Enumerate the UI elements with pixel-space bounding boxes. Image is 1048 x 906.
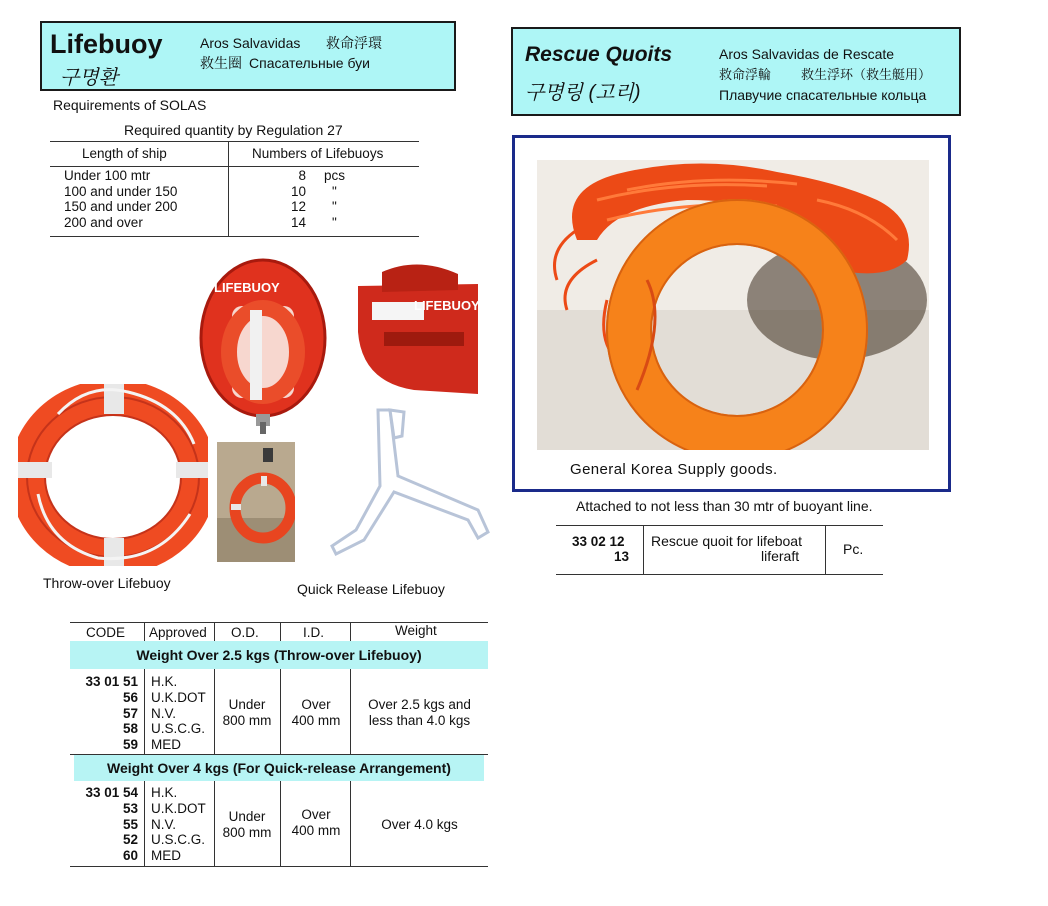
spec-hdr-div-3 xyxy=(280,622,281,641)
quick-release-caption: Quick Release Lifebuoy xyxy=(297,581,445,597)
lifebuoy-sub-chinese: 救命浮環 xyxy=(326,35,382,51)
rescue-photo-caption: General Korea Supply goods. xyxy=(570,461,778,478)
spec-s2-div-3 xyxy=(280,781,281,866)
code-330154: 33 01 54 xyxy=(85,785,138,800)
spec-s2-div-2 xyxy=(214,781,215,866)
code-52: 52 xyxy=(122,832,138,848)
spec-header-id: I.D. xyxy=(303,625,325,640)
rescue-top-rule xyxy=(556,525,883,526)
solas-row xyxy=(64,168,177,230)
spec-section-1-weight xyxy=(351,697,488,728)
lifebuoy-title-korean: 구명환 xyxy=(60,67,118,89)
spec-header-od: O.D. xyxy=(231,625,259,640)
rescue-code-1: 33 02 12 xyxy=(572,534,625,549)
spec-section-1-codes xyxy=(70,674,138,753)
code-56: 56 xyxy=(122,689,138,705)
od-under: Under xyxy=(228,697,266,712)
rescue-sub-chinese-b: 救生浮环（救生艇用） xyxy=(801,67,932,82)
approval-nv-2: N.V. xyxy=(151,816,177,832)
solas-bottom-rule xyxy=(50,236,419,237)
approval-hk: H.K. xyxy=(151,674,178,689)
lifebuoy-title: Lifebuoy xyxy=(50,29,163,59)
spec-section-2-od xyxy=(214,809,280,840)
approval-uscg: U.S.C.G. xyxy=(151,721,206,737)
solas-length-2: 100 and under 150 xyxy=(64,183,178,199)
solas-number-column xyxy=(270,168,306,230)
solas-length-1: Under 100 mtr xyxy=(64,168,151,183)
code-58: 58 xyxy=(122,721,138,737)
solas-num-4: 14 xyxy=(290,214,306,230)
spec-section-1-banner xyxy=(70,641,488,669)
approval-nv: N.V. xyxy=(151,705,177,721)
weight-line-1: Over 2.5 kgs and xyxy=(368,697,471,712)
rescue-desc-1: Rescue quoit for lifeboat xyxy=(651,533,802,549)
rescue-code-2: 13 xyxy=(614,549,630,564)
lifebuoy-bracket-image xyxy=(354,262,484,398)
code-60: 60 xyxy=(122,848,138,864)
rescue-sub-russian: Плавучие спасательные кольца xyxy=(719,87,927,103)
code-59: 59 xyxy=(122,737,138,753)
spec-header-weight: Weight xyxy=(395,623,437,638)
rescue-note: Attached to not less than 30 mtr of buoyant line. xyxy=(576,498,873,514)
solas-top-rule xyxy=(50,141,419,142)
solas-col-number: Numbers of Lifebuoys xyxy=(252,146,384,161)
spec-hdr-div-2 xyxy=(214,622,215,641)
spec-section-1-id xyxy=(281,697,351,728)
solas-num-3: 12 xyxy=(290,199,306,214)
rescue-header xyxy=(511,27,961,116)
id-400: 400 mm xyxy=(291,712,341,728)
spec-s2-div-1 xyxy=(144,781,145,866)
spec-hdr-div-4 xyxy=(350,622,351,641)
solas-num-2: 10 xyxy=(290,183,306,199)
solas-col-divider xyxy=(228,141,229,236)
rescue-title-korean: 구명링 (고리) xyxy=(525,82,641,104)
spec-s1-div-1 xyxy=(144,669,145,755)
spec-section-1-approvals xyxy=(151,674,206,753)
spec-section-2-weight xyxy=(351,817,488,833)
mounted-lifebuoy-image xyxy=(217,442,295,562)
id-over-2: Over xyxy=(301,807,331,822)
weight-line-2: less than 4.0 kgs xyxy=(368,712,471,728)
rescue-sub-chinese-a: 救命浮輪 xyxy=(719,67,772,82)
spec-hdr-div-1 xyxy=(144,622,145,641)
rescue-photo-frame xyxy=(512,135,951,492)
approval-med-2: MED xyxy=(151,848,181,864)
code-57: 57 xyxy=(122,705,138,721)
spec-section-2-approvals xyxy=(151,785,206,864)
rescue-sub-spanish: Aros Salvavidas de Rescate xyxy=(719,46,895,62)
throw-over-lifebuoy-image xyxy=(18,384,208,566)
code-330151: 33 01 51 xyxy=(85,674,138,689)
solas-heading: Requirements of SOLAS xyxy=(53,97,207,113)
solas-num-1: 8 xyxy=(298,168,306,183)
spec-section-1-od xyxy=(214,697,280,728)
solas-length-3: 150 and under 200 xyxy=(64,199,178,214)
solas-col-length: Length of ship xyxy=(82,146,167,161)
approval-hk-2: H.K. xyxy=(151,785,178,800)
approval-med: MED xyxy=(151,737,181,753)
code-55: 55 xyxy=(122,816,138,832)
rescue-title: Rescue Quoits xyxy=(525,43,673,66)
throw-over-caption: Throw-over Lifebuoy xyxy=(43,575,171,591)
code-53: 53 xyxy=(122,800,138,816)
quick-release-bracket-image xyxy=(328,406,490,558)
lifebuoy-sub-russian: Спасательные буи xyxy=(249,55,370,71)
solas-unit-2: " xyxy=(332,183,337,199)
approval-ukdot-2: U.K.DOT xyxy=(151,800,206,816)
spec-section-2-codes xyxy=(70,785,138,864)
spec-bottom-rule xyxy=(70,866,488,867)
spec-s1-div-3 xyxy=(280,669,281,755)
rescue-div-2 xyxy=(825,525,826,574)
spec-s1-div-2 xyxy=(214,669,215,755)
solas-unit-1: pcs xyxy=(324,168,346,183)
approval-ukdot: U.K.DOT xyxy=(151,689,206,705)
solas-unit-3: " xyxy=(332,199,337,214)
solas-unit-column xyxy=(324,168,345,230)
box-lifebuoy-label: LIFEBUOY xyxy=(214,280,280,295)
rescue-unit: Pc. xyxy=(843,541,864,557)
approval-uscg-2: U.S.C.G. xyxy=(151,832,206,848)
spec-header-approved: Approved xyxy=(149,625,207,640)
rescue-div-1 xyxy=(643,525,644,574)
solas-header-rule xyxy=(50,166,419,167)
rescue-bottom-rule xyxy=(556,574,883,575)
solas-length-4: 200 and over xyxy=(64,214,143,230)
lifebuoy-header xyxy=(40,21,456,91)
lifebuoy-sub-chinese-2: 救生圈 xyxy=(200,55,242,71)
spec-s2-div-4 xyxy=(350,781,351,866)
spec-section-2-banner xyxy=(74,755,484,781)
id-over: Over xyxy=(301,697,331,712)
bracket-lifebuoy-label: LIFEBUOY xyxy=(414,298,480,313)
spec-section-2-title: Weight Over 4 kgs (For Quick-release Arrangement) xyxy=(107,760,451,776)
rescue-quoit-image xyxy=(537,160,929,450)
spec-section-1-title: Weight Over 2.5 kgs (Throw-over Lifebuoy) xyxy=(136,647,422,663)
od-under-2: Under xyxy=(228,809,266,824)
rescue-desc-2: liferaft xyxy=(761,548,800,564)
weight-over-4: Over 4.0 kgs xyxy=(381,817,458,832)
spec-s1-div-4 xyxy=(350,669,351,755)
od-800: 800 mm xyxy=(222,712,272,728)
od-800-2: 800 mm xyxy=(222,824,272,840)
lifebuoy-box-image xyxy=(196,258,330,436)
id-400-2: 400 mm xyxy=(291,822,341,838)
lifebuoy-sub-spanish: Aros Salvavidas xyxy=(200,35,301,51)
spec-section-2-id xyxy=(281,807,351,838)
solas-subheading: Required quantity by Regulation 27 xyxy=(124,122,343,138)
solas-unit-4: " xyxy=(332,214,337,230)
spec-header-code: CODE xyxy=(86,625,126,640)
